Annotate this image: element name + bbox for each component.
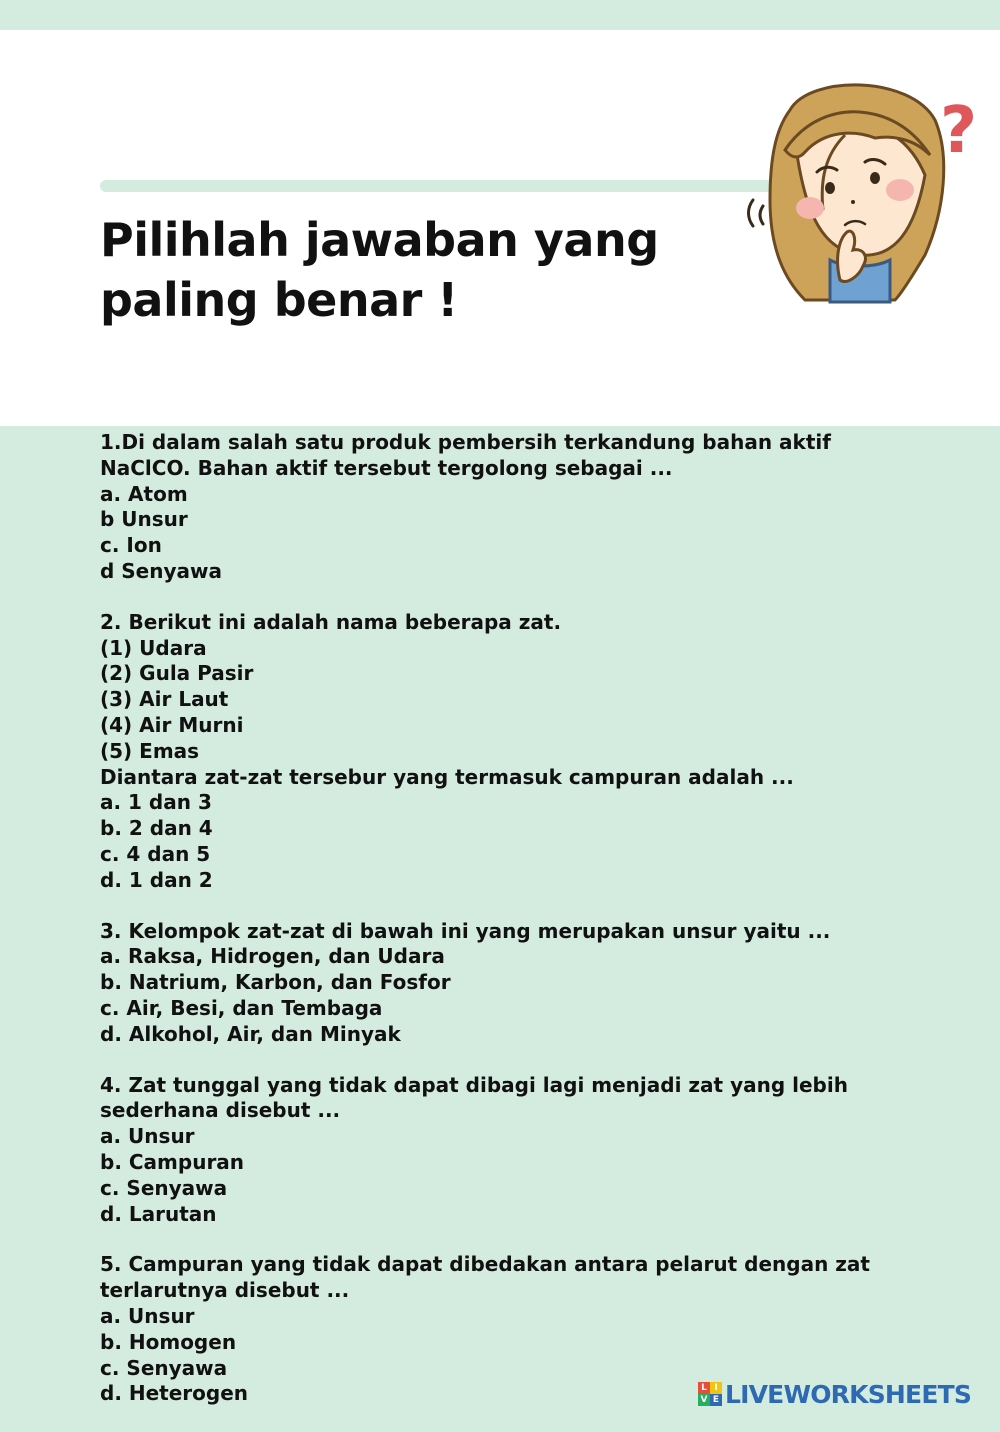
title-divider (100, 180, 790, 192)
liveworksheets-brand (698, 1379, 971, 1409)
question-block (100, 610, 960, 894)
question-line: b. Campuran (100, 1149, 245, 1174)
question-line: NaClCO. Bahan aktif tersebut tergolong sebagai ... (100, 455, 673, 480)
question-line: b. 2 dan 4 (100, 816, 213, 841)
question-line: b. Natrium, Karbon, dan Fosfor (100, 970, 451, 995)
question-line: c. Air, Besi, dan Tembaga (100, 995, 383, 1020)
question-line: c. Ion (100, 533, 162, 558)
liveworksheets-logo-icon (698, 1382, 722, 1406)
question-line: d. Alkohol, Air, dan Minyak (100, 1021, 401, 1046)
question-list (100, 430, 960, 1432)
question-line: (3) Air Laut (100, 687, 229, 712)
question-line: a. Raksa, Hidrogen, dan Udara (100, 944, 445, 969)
question-line: d. Larutan (100, 1201, 217, 1226)
question-text: 4. Zat tunggal yang tidak dapat dibagi lagi menjadi zat yang lebih (100, 1072, 848, 1097)
question-line: (4) Air Murni (100, 712, 244, 737)
question-line: c. 4 dan 5 (100, 841, 211, 866)
question-line: terlarutnya disebut ... (100, 1278, 350, 1303)
question-line: (1) Udara (100, 635, 207, 660)
question-line: (5) Emas (100, 738, 200, 763)
logo-square: V (698, 1394, 710, 1406)
question-line: c. Senyawa (100, 1175, 228, 1200)
question-block (100, 1073, 960, 1228)
question-mark-icon: ? (940, 94, 978, 168)
question-line: c. Senyawa (100, 1355, 228, 1380)
title-line-2: paling benar ! (100, 273, 458, 327)
question-line: b Unsur (100, 507, 188, 532)
question-line: d. Heterogen (100, 1381, 249, 1406)
title-line-1: Pilihlah jawaban yang (100, 213, 659, 267)
question-line: (2) Gula Pasir (100, 661, 254, 686)
question-line: b. Homogen (100, 1329, 237, 1354)
question-line: sederhana disebut ... (100, 1098, 341, 1123)
logo-square: I (710, 1382, 722, 1394)
question-line: a. Atom (100, 481, 188, 506)
question-line: d. 1 dan 2 (100, 867, 213, 892)
top-strip (0, 0, 1000, 30)
question-text: 3. Kelompok zat-zat di bawah ini yang merupakan unsur yaitu ... (100, 918, 831, 943)
logo-square: L (698, 1382, 710, 1394)
question-text: 1.Di dalam salah satu produk pembersih terkandung bahan aktif (100, 430, 831, 454)
question-block (100, 430, 960, 585)
page-title (100, 210, 659, 330)
question-line: a. Unsur (100, 1303, 195, 1328)
question-block (100, 919, 960, 1048)
question-text: 5. Campuran yang tidak dapat dibedakan antara pelarut dengan zat (100, 1252, 870, 1277)
logo-square: E (710, 1394, 722, 1406)
question-text: 2. Berikut ini adalah nama beberapa zat. (100, 609, 562, 634)
thinking-girl-icon (735, 80, 985, 305)
question-line: Diantara zat-zat tersebur yang termasuk campuran adalah ... (100, 764, 794, 789)
brand-text: LIVEWORKSHEETS (725, 1379, 972, 1409)
question-line: d Senyawa (100, 558, 222, 583)
question-line: a. 1 dan 3 (100, 790, 212, 815)
question-line: a. Unsur (100, 1124, 195, 1149)
